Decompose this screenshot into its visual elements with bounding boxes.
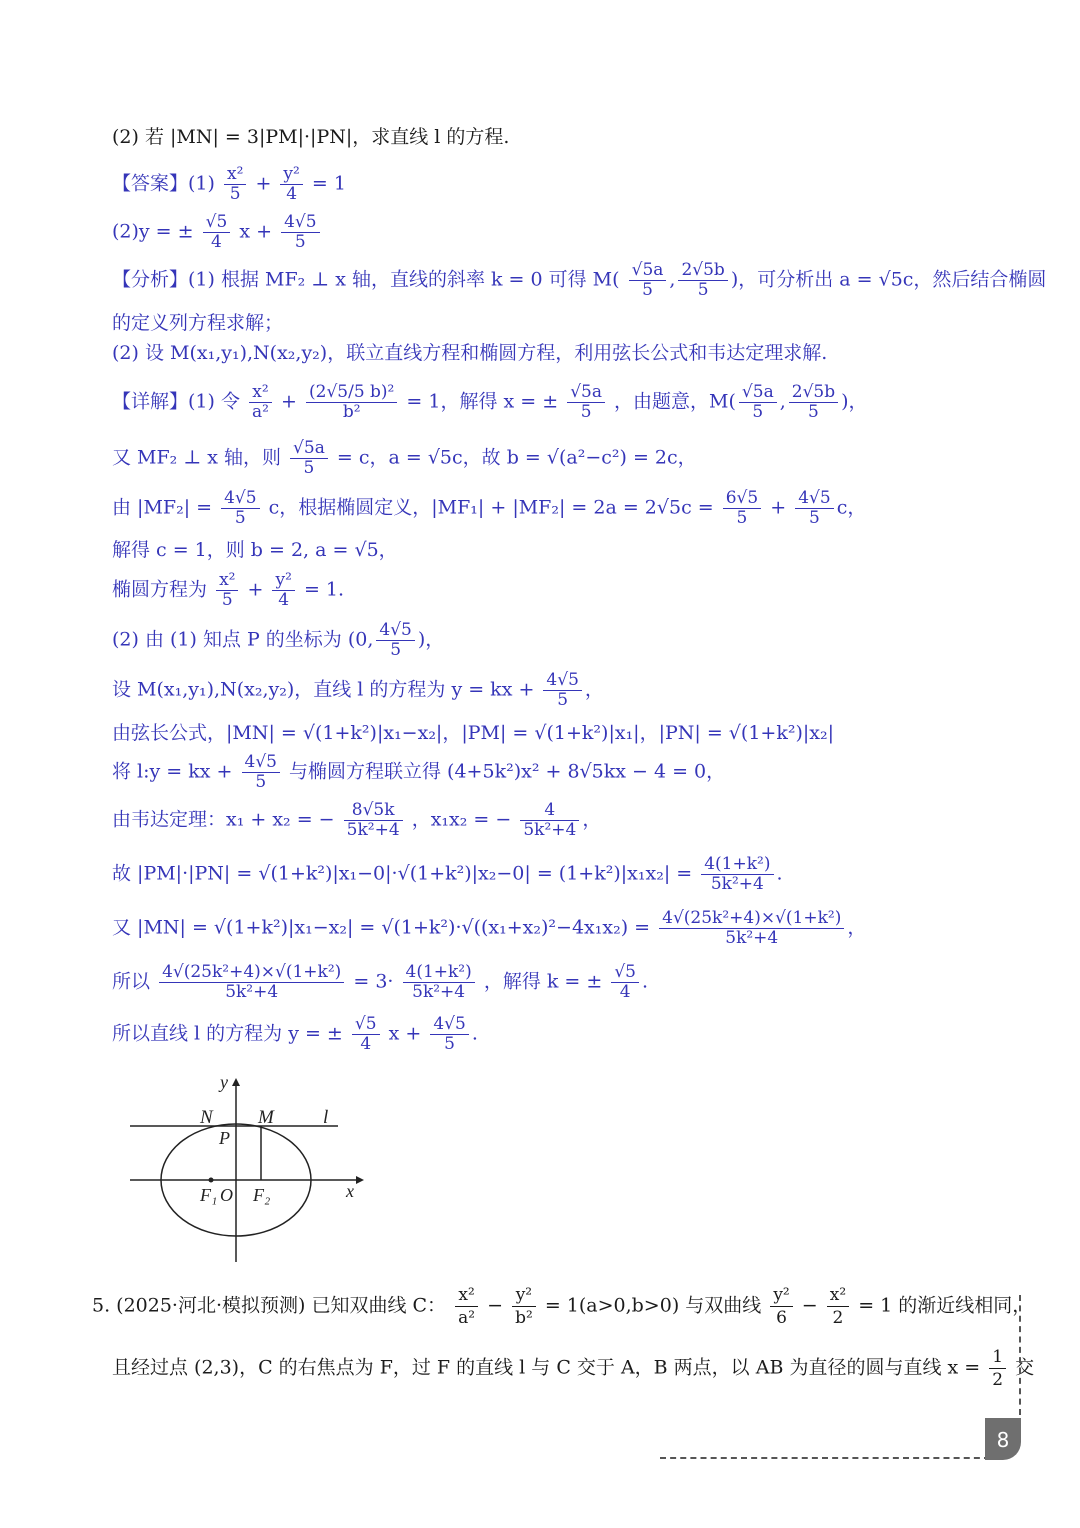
point-f1 (209, 1178, 214, 1183)
detail-line-7 (112, 672, 604, 709)
analysis-line-2: 的定义列方程求解； (112, 312, 284, 334)
text: c， (836, 496, 867, 519)
fraction: $\frac{8√5k}{\text{5k²+4}}$ (344, 802, 403, 839)
fraction: $\frac{\text{4(1+k²)}}{\text{5k²+4}}$ (403, 964, 475, 1001)
text: ， (582, 808, 602, 831)
problem-5-line-2 (112, 1347, 1034, 1390)
label-o: O (220, 1185, 233, 1205)
answer-1-prefix: (1) (188, 172, 215, 195)
page-number: 8 (985, 1418, 1021, 1460)
fraction: $\frac{\text{x²}}{\text{a²}}$ (249, 384, 272, 421)
detail-line-2 (112, 440, 697, 477)
text: c，根据椭圆定义，|MF₁| + |MF₂| = 2a = 2√5c = (268, 496, 714, 519)
text: (2) 由 (1) 知点 P 的坐标为 (0, (112, 628, 374, 651)
operator: + (770, 496, 787, 519)
comma: , (779, 390, 786, 413)
text: 且经过点 (2,3)，C 的右焦点为 F，过 F 的直线 l 与 C 交于 A，B 两点，以 AB 为直径的圆与直线 x = (112, 1356, 981, 1379)
answer-tag: 【答案】 (112, 172, 189, 195)
detail-line-13 (112, 964, 648, 1001)
dashed-border-right (1019, 1295, 1021, 1415)
operator: x + (239, 220, 273, 243)
fraction: $\frac{\text{4(1+k²)}}{\text{5k²+4}}$ (701, 856, 773, 893)
operator: − (801, 1294, 818, 1317)
fraction: $\frac{√5}{4}$ (352, 1016, 380, 1053)
analysis-line-3: (2) 设 M(x₁,y₁),N(x₂,y₂)，联立直线方程和椭圆方程，利用弦长公式和韦达定理求解. (112, 342, 828, 364)
dashed-border-bottom (660, 1457, 990, 1459)
fraction: $\frac{1}{2}$ (989, 1347, 1006, 1390)
label-f2: F₂ (253, 1185, 271, 1205)
detail-line-8: 由弦长公式，|MN| = √(1+k²)|x₁−x₂|，|PM| = √(1+k²)|x₁|，|PN| = √(1+k²)|x₂| (112, 722, 835, 744)
text: (1) 根据 MF₂ ⊥ x 轴，直线的斜率 k = 0 可得 M( (188, 268, 620, 291)
text: = 1. (303, 578, 345, 601)
detail-tag: 【详解】 (112, 390, 189, 413)
text: 椭圆方程为 (112, 578, 208, 601)
y-axis-arrow (232, 1078, 240, 1086)
fraction: $\frac{\text{y²}}{4}$ (272, 572, 294, 609)
operator: + (247, 578, 264, 601)
text: 又 MF₂ ⊥ x 轴，则 (112, 446, 281, 469)
fraction: $\frac{\text{y²}}{6}$ (770, 1285, 792, 1328)
answer-line-2 (112, 214, 323, 251)
answer-2-prefix: (2)y = ± (112, 220, 194, 243)
text: )，可分析出 a = √5c，然后结合椭圆 (730, 268, 1047, 291)
fraction: $\frac{\text{(2√5/5 b)²}}{\text{b²}}$ (306, 384, 397, 421)
fraction: $\frac{\text{4√(25k²+4)×√(1+k²)}}{\text{5k²+4}}$ (159, 964, 344, 1001)
analysis-tag: 【分析】 (112, 268, 189, 291)
text: 由韦达定理：x₁ + x₂ = − (112, 808, 335, 831)
label-m: M (258, 1107, 274, 1128)
text: ，由题意，M( (614, 390, 736, 413)
label-x: x (346, 1181, 354, 1201)
fraction: $\frac{√5a}{5}$ (290, 440, 328, 477)
label-f1: F₁ (200, 1185, 218, 1205)
text: 设 M(x₁,y₁),N(x₂,y₂)，直线 l 的方程为 y = kx + (112, 678, 535, 701)
question-2: (2) 若 |MN| = 3|PM|·|PN|，求直线 l 的方程. (112, 126, 510, 148)
answer-line-1 (112, 166, 346, 203)
fraction: $\frac{\text{x²}}{5}$ (216, 572, 238, 609)
label-l: l (323, 1107, 329, 1128)
problem-5-line-1 (92, 1285, 1031, 1328)
fraction: $\frac{\text{x²}}{\text{a²}}$ (455, 1285, 478, 1328)
fraction: $\frac{√5}{4}$ (611, 964, 639, 1001)
label-p: P (219, 1128, 230, 1148)
text: 5. (2025·河北·模拟预测) 已知双曲线 C： (92, 1294, 447, 1317)
text: = 1 的渐近线相同， (858, 1294, 1032, 1317)
fraction: $\frac{6√5}{5}$ (723, 490, 761, 527)
fraction: $\frac{4√5}{5}$ (430, 1016, 468, 1053)
text: = 1，解得 x = ± (406, 390, 559, 413)
text: ，x₁x₂ = − (411, 808, 512, 831)
text: . (642, 970, 649, 993)
fraction: $\frac{4√5}{5}$ (221, 490, 259, 527)
text: 所以直线 l 的方程为 y = ± (112, 1022, 343, 1045)
text: . (776, 862, 783, 885)
operator: + (255, 172, 272, 195)
equation-end: = 1 (311, 172, 346, 195)
fraction: $\frac{2√5b}{5}$ (789, 384, 838, 421)
text: 故 |PM|·|PN| = √(1+k²)|x₁−0|·√(1+k²)|x₂−0| = (1+k²)|x₁x₂| = (112, 862, 693, 885)
analysis-line-1 (112, 262, 1046, 299)
fraction: $\frac{√5a}{5}$ (567, 384, 605, 421)
label-n: N (200, 1107, 213, 1128)
text: = c，a = √5c，故 b = √(a²−c²) = 2c， (336, 446, 697, 469)
comma: , (669, 268, 676, 291)
text: )， (841, 390, 868, 413)
fraction: $\frac{√5}{4}$ (203, 214, 231, 251)
text: ，解得 k = ± (483, 970, 603, 993)
text: 又 |MN| = √(1+k²)|x₁−x₂| = √(1+k²)·√((x₁+x₂)²−4x₁x₂) = (112, 916, 651, 939)
detail-line-5 (112, 572, 344, 609)
fraction: $\frac{4√5}{5}$ (281, 214, 319, 251)
text: 由 |MF₂| = (112, 496, 213, 519)
fraction: $\frac{4√5}{5}$ (242, 754, 280, 791)
fraction: $\frac{4}{\text{5k²+4}}$ (520, 802, 579, 839)
text: = 3· (353, 970, 394, 993)
text: 交 (1015, 1356, 1035, 1379)
operator: x + (388, 1022, 422, 1045)
label-y: y (220, 1072, 228, 1092)
detail-line-11 (112, 856, 783, 893)
text: = 1(a>0,b>0) 与双曲线 (544, 1294, 762, 1317)
text: . (471, 1022, 478, 1045)
ellipse-figure (120, 1070, 380, 1270)
fraction: $\frac{4√5}{5}$ (543, 672, 581, 709)
operator: − (487, 1294, 504, 1317)
detail-line-9 (112, 754, 725, 791)
fraction: $\frac{4√5}{5}$ (376, 622, 414, 659)
detail-line-14 (112, 1016, 478, 1053)
detail-line-3 (112, 490, 866, 527)
detail-line-10 (112, 802, 601, 839)
text: )， (417, 628, 445, 651)
fraction: $\frac{2√5b}{5}$ (678, 262, 727, 299)
text: 将 l:y = kx + (112, 760, 233, 783)
fraction: $\frac{√5a}{5}$ (739, 384, 777, 421)
fraction: $\frac{\text{y²}}{\text{b²}}$ (512, 1285, 536, 1328)
text: ， (584, 678, 604, 701)
fraction: $\frac{4√5}{5}$ (795, 490, 833, 527)
detail-line-12 (112, 910, 866, 947)
detail-line-1 (112, 384, 868, 421)
text: 所以 (112, 970, 151, 993)
fraction: $\frac{\text{4√(25k²+4)×√(1+k²)}}{\text{5k²+4}}$ (659, 910, 844, 947)
operator: + (281, 390, 297, 413)
fraction: $\frac{\text{x²}}{2}$ (827, 1285, 849, 1328)
detail-line-6 (112, 622, 444, 659)
x-axis-arrow (356, 1176, 364, 1184)
text: ， (847, 916, 867, 939)
fraction: $\frac{\text{x²}}{5}$ (224, 166, 246, 203)
text: (1) 令 (188, 390, 240, 413)
fraction: $\frac{√5a}{5}$ (629, 262, 667, 299)
text: 与椭圆方程联立得 (4+5k²)x² + 8√5kx − 4 = 0， (289, 760, 726, 783)
detail-line-4: 解得 c = 1，则 b = 2, a = √5， (112, 539, 398, 561)
fraction: $\frac{\text{y²}}{4}$ (280, 166, 302, 203)
